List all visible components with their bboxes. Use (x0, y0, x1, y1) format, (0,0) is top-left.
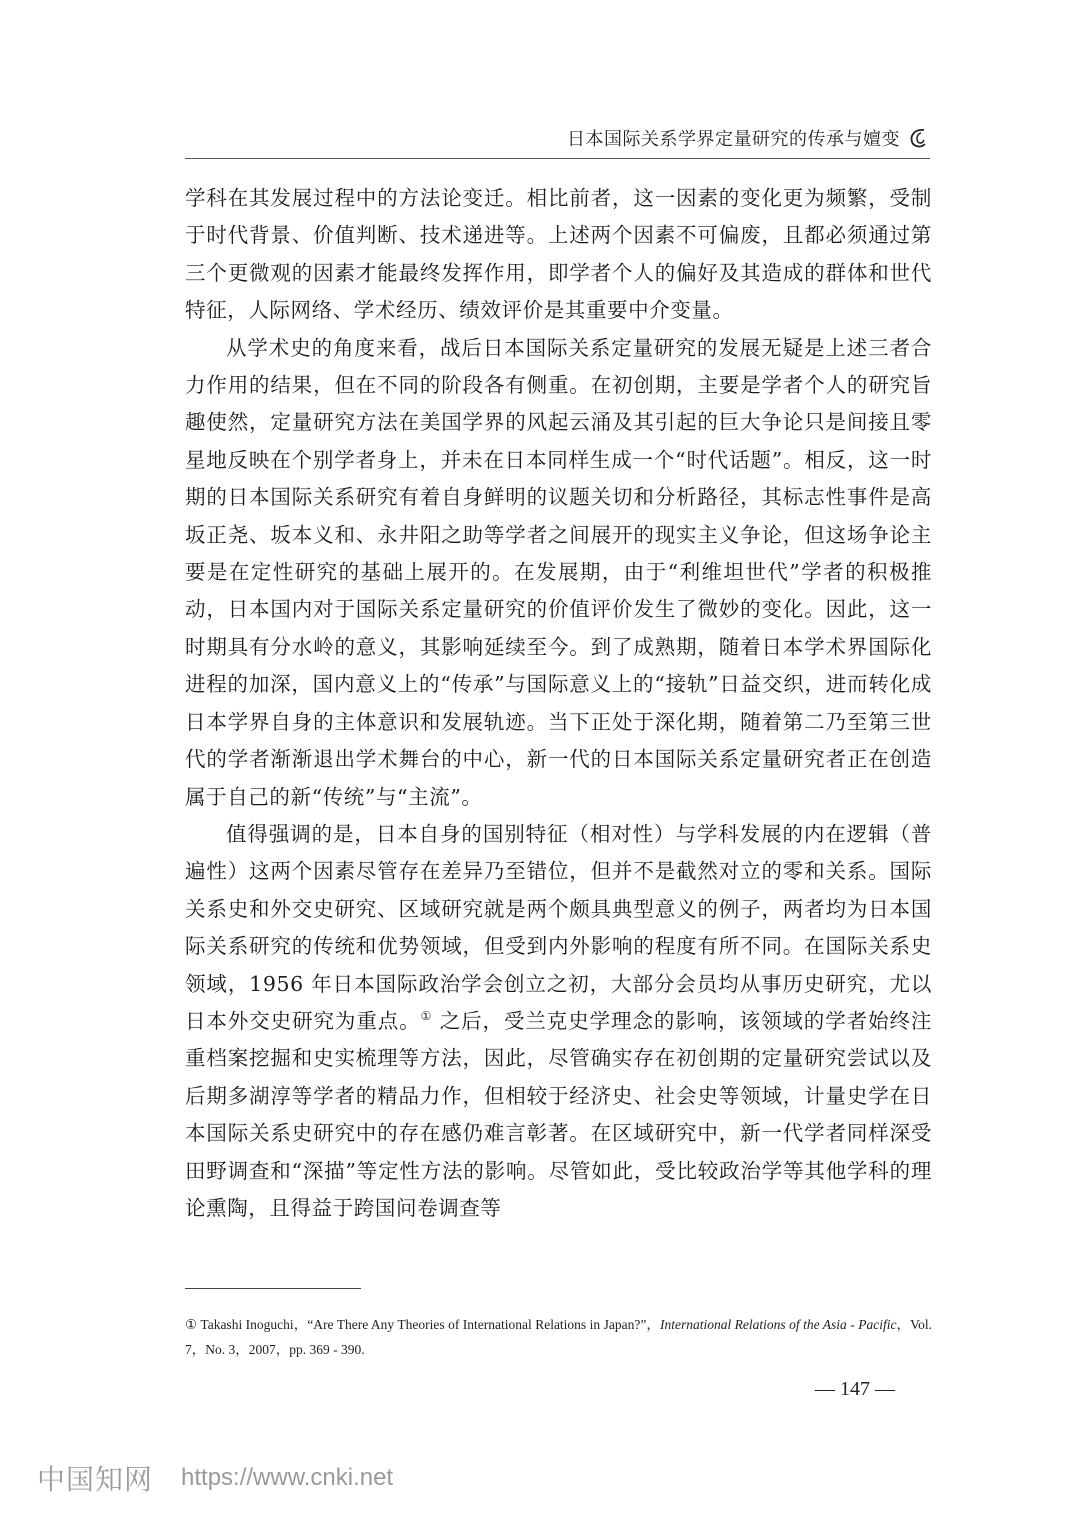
page-number: — 147 — (815, 1378, 895, 1400)
footnote (185, 1312, 932, 1362)
paragraph-3-part-a: 值得强调的是，日本自身的国别特征（相对性）与学科发展的内在逻辑（普遍性）这两个因素尽管存在差异乃至错位，但并不是截然对立的零和关系。国际关系史和外交史研究、区域研究就是两个颇具典型意义的例子，两者均为日本国际关系研究的传统和优势领域，但受到内外影响的程度有所不同。在国际关系史领域，1956 年日本国际政治学会创立之初，大部分会员均从事历史研究，尤以日本外交史研究为重点。 (185, 821, 932, 1033)
paragraph-2: 从学术史的角度来看，战后日本国际关系定量研究的发展无疑是上述三者合力作用的结果，但在不同的阶段各有侧重。在初创期，主要是学者个人的研究旨趣使然，定量研究方法在美国学界的风起云涌及其引起的巨大争论只是间接且零星地反映在个别学者身上，并未在日本同样生成一个“时代话题”。相反，这一时期的日本国际关系研究有着自身鲜明的议题关切和分析路径，其标志性事件是高坂正尧、坂本义和、永井阳之助等学者之间展开的现实主义争论，但这场争论主要是在定性研究的基础上展开的。在发展期，由于“利维坦世代”学者的积极推动，日本国内对于国际关系定量研究的价值评价发生了微妙的变化。因此，这一时期具有分水岭的意义，其影响延续至今。到了成熟期，随着日本学术界国际化进程的加深，国内意义上的“传承”与国际意义上的“接轨”日益交织，进而转化成日本学界自身的主体意识和发展轨迹。当下正处于深化期，随着第二乃至第三世代的学者渐渐退出学术舞台的中心，新一代的日本国际关系定量研究者正在创造属于自己的新“传统”与“主流”。 (185, 335, 932, 809)
footnote-article: “Are There Any Theories of International Relations in Japan?”， (307, 1317, 660, 1332)
footnote-journal: International Relations of the Asia - Pacific (659, 1317, 897, 1332)
paragraph-3-part-b: 之后，受兰克史学理念的影响，该领域的学者始终注重档案挖掘和史实梳理等方法，因此，尽管确实存在初创期的定量研究尝试以及后期多湖淳等学者的精品力作，但相较于经济史、社会史等领域，计量史学在日本国际关系史研究中的存在感仍难言彰著。在区域研究中，新一代学者同样深受田野调查和“深描”等定性方法的影响。尽管如此，受比较政治学等其他学科的理论熏陶，且得益于跨国问卷调查等 (185, 1008, 932, 1220)
paragraph-1: 学科在其发展过程中的方法论变迁。相比前者，这一因素的变化更为频繁，受制于时代背景、价值判断、技术递进等。上述两个因素不可偏废，且都必须通过第三个更微观的因素才能最终发挥作用，即学者个人的偏好及其造成的群体和世代特征，人际网络、学术经历、绩效评价是其重要中介变量。 (185, 186, 932, 323)
running-header (185, 118, 930, 159)
watermark-url: https://www.cnki.net (181, 1464, 394, 1491)
footnote-details: ，Vol. 7，No. 3，2007，pp. 369 - 390. (185, 1317, 932, 1357)
footnote-marker: ① (185, 1317, 198, 1332)
running-title: 日本国际关系学界定量研究的传承与嬗变 (567, 129, 900, 150)
footnote-author: Takashi Inoguchi， (197, 1317, 308, 1332)
journal-logo-icon (908, 127, 930, 149)
footnote-divider (185, 1288, 361, 1289)
main-body (185, 180, 932, 1227)
watermark (37, 1458, 393, 1498)
footnote-reference[interactable]: ① (420, 1009, 433, 1024)
paragraph-3 (185, 816, 932, 1227)
watermark-brand: 中国知网 (37, 1463, 154, 1496)
